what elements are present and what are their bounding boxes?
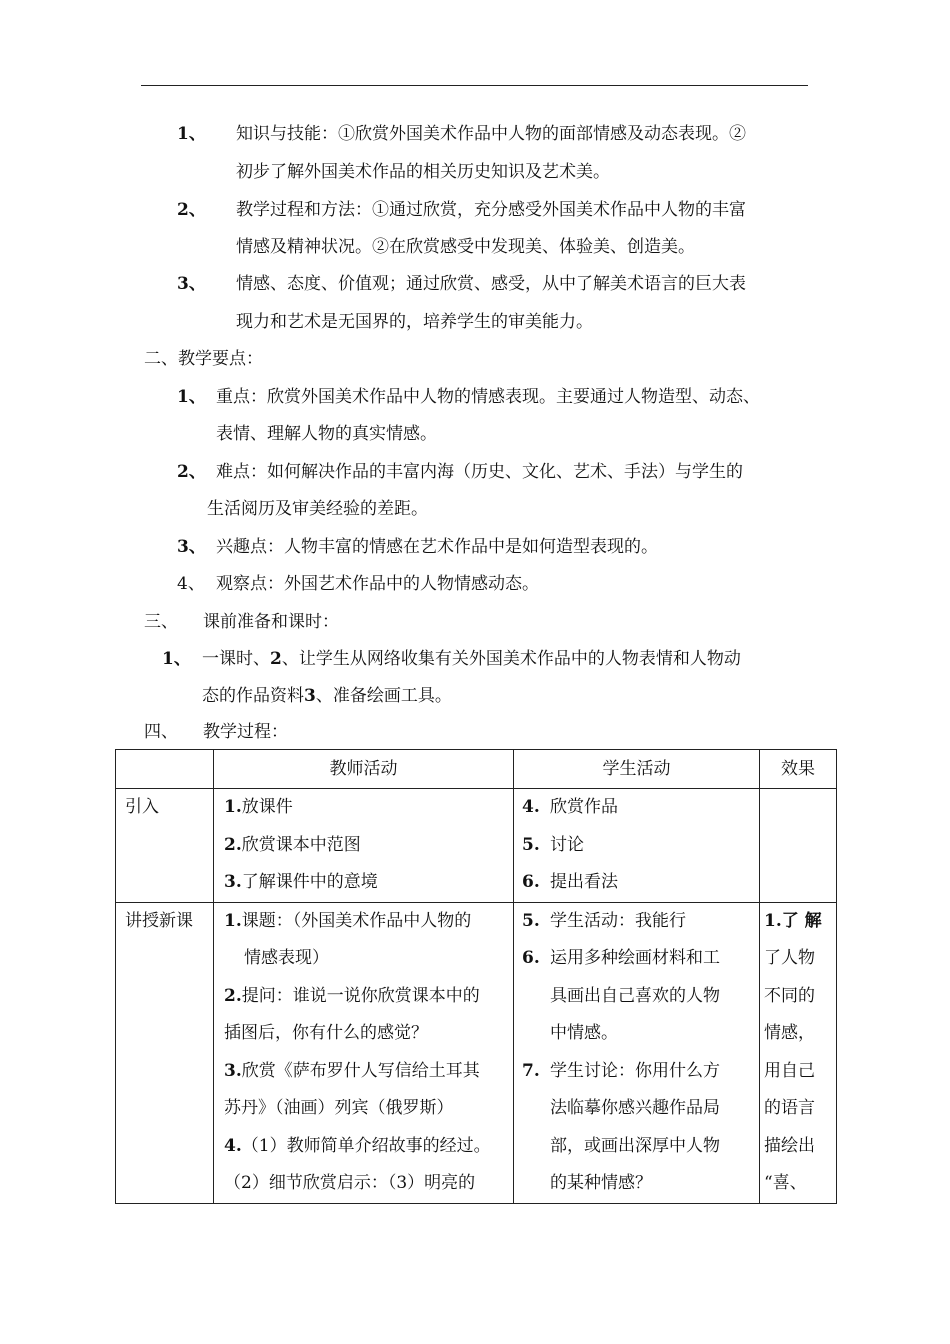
list-item: 插图后，你有什么的感觉？ [224,1023,428,1043]
section-4-number: 四、 [144,722,178,742]
list-item: 4. 欣赏作品 [522,797,618,817]
key-point-3-number: 3、 [177,537,206,557]
stage-cell: 讲授新课 [116,902,214,1203]
list-item: 3.了解课件中的意境 [224,872,378,892]
list-item: 2.欣赏课本中范图 [224,834,361,855]
prep-item-number: 1、 [162,649,191,669]
objective-2-number: 2、 [177,200,206,220]
effect-cell [760,902,837,1203]
table-row [116,902,837,1203]
section-3-number: 三、 [144,612,178,632]
effect-line: 的语言 [764,1098,815,1118]
key-point-3-line-1: 兴趣点：人物丰富的情感在艺术作品中是如何造型表现的。 [216,537,658,557]
header-teacher-activity: 教师活动 [214,750,514,789]
student-cell [514,902,760,1203]
header-student-activity: 学生活动 [514,750,760,789]
list-item: 部，或画出深厚中人物 [550,1135,720,1156]
effect-line: 不同的 [764,985,815,1006]
list-item: 3.欣赏《萨布罗什人写信给土耳其 [224,1060,480,1081]
teacher-cell [214,789,514,903]
list-item: 6. 运用多种绘画材料和工 [522,948,720,968]
objective-3-number: 3、 [177,274,206,294]
teacher-cell [214,902,514,1203]
header-effect: 效果 [760,750,837,789]
section-4-heading: 教学过程： [203,722,288,742]
key-point-4-number: 4、 [177,574,205,594]
list-item: 6. 提出看法 [522,872,618,892]
key-point-1-line-2: 表情、理解人物的真实情感。 [216,424,437,444]
list-item: 苏丹》（油画）列宾（俄罗斯） [224,1098,454,1118]
objective-3-line-2: 现力和艺术是无国界的，培养学生的审美能力。 [236,312,593,332]
key-point-2-number: 2、 [177,462,206,482]
list-item: 5. 学生活动：我能行 [522,910,686,931]
list-item: 情感表现） [244,948,329,968]
key-point-1-number: 1、 [177,387,206,407]
section-2-heading: 二、教学要点： [144,349,263,369]
effect-line: 了人物 [764,948,815,968]
section-3-heading: 课前准备和课时： [203,612,339,632]
effect-line: 1.了 解 [764,910,822,931]
list-item: 1.课题：（外国美术作品中人物的 [224,910,472,931]
list-item: 1.放课件 [224,797,293,817]
effect-line: 描绘出 [764,1135,815,1156]
table-row [116,789,837,903]
student-cell [514,789,760,903]
stage-cell: 引入 [116,789,214,903]
header-rule [141,85,808,86]
key-point-2-line-2: 生活阅历及审美经验的差距。 [207,499,428,519]
lesson-process-table [115,749,837,1204]
list-item: （2）细节欣赏启示：（3）明亮的 [224,1173,476,1193]
objective-2-line-2: 情感及精神状况。②在欣赏感受中发现美、体验美、创造美。 [236,237,695,257]
key-point-4-line-1: 观察点：外国艺术作品中的人物情感动态。 [216,574,539,594]
objective-1-line-1: 知识与技能：①欣赏外国美术作品中人物的面部情感及动态表现。② [236,124,746,144]
prep-line-2: 态的作品资料3、准备绘画工具。 [202,686,452,706]
list-item: 7. 学生讨论：你用什么方 [522,1060,720,1081]
effect-line: 用自己 [764,1060,815,1081]
table-header-row [116,750,837,789]
key-point-1-line-1: 重点：欣赏外国美术作品中人物的情感表现。主要通过人物造型、动态、 [216,387,760,407]
list-item: 5. 讨论 [522,834,584,855]
effect-line: 情感， [764,1023,815,1043]
objective-3-line-1: 情感、态度、价值观；通过欣赏、感受，从中了解美术语言的巨大表 [236,274,746,294]
objective-2-line-1: 教学过程和方法：①通过欣赏，充分感受外国美术作品中人物的丰富 [236,200,746,220]
objective-1-number: 1、 [177,124,206,144]
list-item: 法临摹你感兴趣作品局 [550,1098,720,1118]
list-item: 4.（1）教师简单介绍故事的经过。 [224,1135,491,1156]
list-item: 中情感。 [550,1023,618,1043]
list-item: 2.提问：谁说一说你欣赏课本中的 [224,985,480,1006]
effect-line: “喜、 [764,1173,807,1193]
prep-line-1: 一课时、2、让学生从网络收集有关外国美术作品中的人物表情和人物动 [202,649,741,669]
list-item: 具画出自己喜欢的人物 [550,985,720,1006]
objective-1-line-2: 初步了解外国美术作品的相关历史知识及艺术美。 [236,162,610,182]
key-point-2-line-1: 难点：如何解决作品的丰富内海（历史、文化、艺术、手法）与学生的 [216,462,743,482]
header-stage [116,750,214,789]
list-item: 的某种情感？ [550,1173,652,1193]
effect-cell [760,789,837,903]
